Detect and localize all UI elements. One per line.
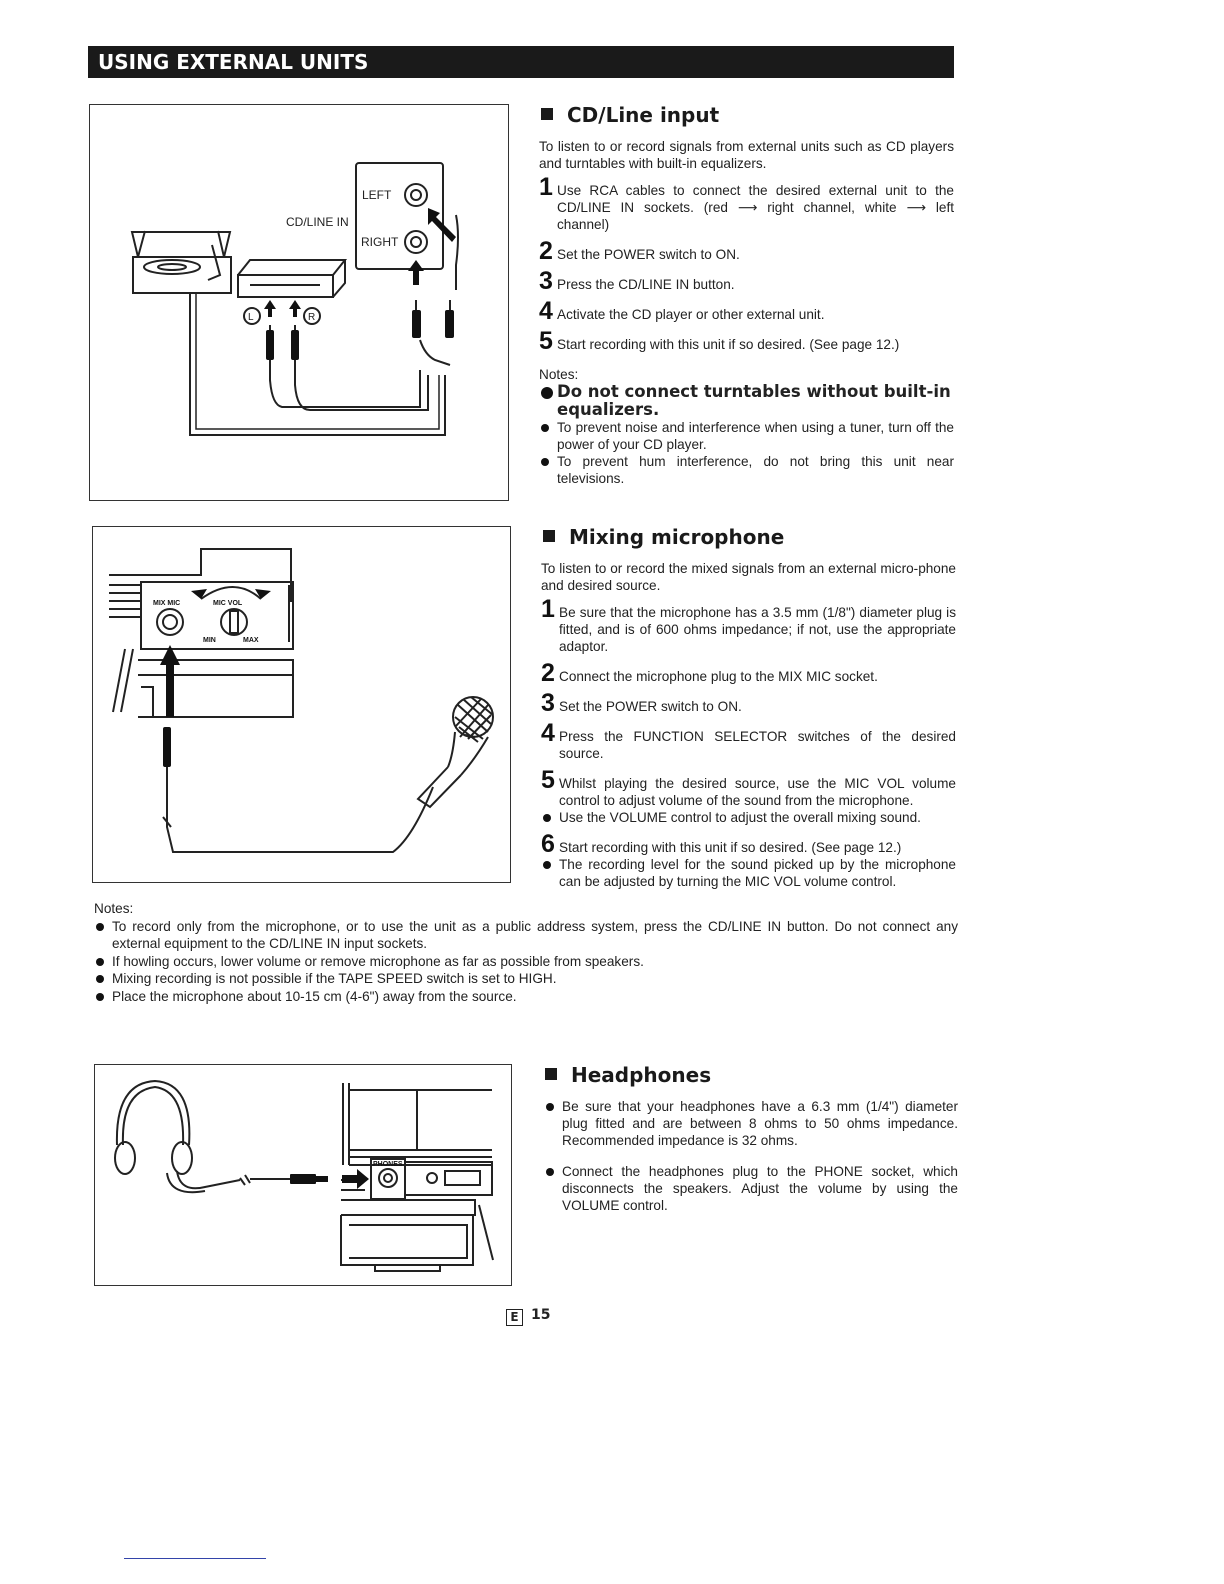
list-item: 6 Start recording with this unit if so desired. (See page 12.)	[541, 830, 902, 858]
list-item: Place the microphone about 10-15 cm (4-6") away from the source.	[94, 988, 958, 1006]
phones-label: PHONES	[373, 1161, 403, 1168]
left-earcup	[115, 1142, 135, 1174]
general-notes-label: Notes:	[94, 901, 134, 916]
cdline-in-label: CD/LINE IN	[286, 215, 349, 229]
min-label: MIN	[203, 637, 216, 644]
mixing-mic-figure	[92, 526, 511, 883]
cd-line-notes-label: Notes:	[539, 367, 579, 382]
general-notes	[94, 900, 958, 1005]
list-item: Use the VOLUME control to adjust the overall mixing sound.	[541, 809, 956, 826]
list-item: 3 Set the POWER switch to ON.	[541, 689, 742, 717]
cd-line-body	[539, 138, 954, 487]
list-item: 1 Use RCA cables to connect the desired external unit to the CD/LINE IN sockets. (red ⟶ right channel, white ⟶ left channel)	[539, 173, 954, 232]
panel-body	[141, 582, 293, 649]
list-item: 4 Activate the CD player or other external unit.	[539, 297, 825, 325]
mic-vol-knob	[221, 609, 247, 635]
list-item: To record only from the microphone, or to use the unit as a public address system, press the CD/LINE IN button. Do not connect any external equipment to the CD/LINE IN input sockets.	[94, 918, 958, 953]
list-item: The recording level for the sound picked up by the microphone can be adjusted by turning the MIC VOL volume control.	[541, 856, 956, 890]
turntable-warning: Do not connect turntables without built-in equalizers.	[539, 383, 954, 419]
list-item: 5 Start recording with this unit if so desired. (See page 12.)	[539, 327, 900, 355]
mic-vol-label: MIC VOL	[213, 600, 243, 607]
headphones-figure	[94, 1064, 512, 1286]
footer-divider	[124, 1558, 266, 1559]
list-item: 2 Set the POWER switch to ON.	[539, 237, 740, 265]
left-socket-label: LEFT	[362, 188, 392, 202]
cd-line-title: CD/Line input	[541, 103, 719, 127]
headphones-illustration	[95, 1065, 510, 1284]
page-footer	[506, 1307, 550, 1326]
mixing-mic-illustration	[93, 527, 509, 881]
r-channel-label: R	[308, 312, 316, 323]
list-item: 3 Press the CD/LINE IN button.	[539, 267, 735, 295]
cd-line-intro: To listen to or record signals from external units such as CD players and turntables with built-in equalizers.	[539, 139, 954, 171]
list-item: Mixing recording is not possible if the TAPE SPEED switch is set to HIGH.	[94, 970, 958, 988]
right-earcup	[172, 1142, 192, 1174]
list-item: If howling occurs, lower volume or remove microphone as far as possible from speakers.	[94, 953, 958, 971]
mix-mic-socket-outer	[157, 609, 183, 635]
list-item: Be sure that your headphones have a 6.3 mm (1/4") diameter plug fitted and are between 8 ohms to 50 ohms impedance. Recommended impedance is 32 ohms.	[544, 1098, 958, 1149]
cd-line-figure	[89, 104, 509, 501]
headphones-body	[544, 1098, 958, 1214]
square-bullet-icon	[543, 530, 555, 542]
phones-socket	[379, 1169, 397, 1187]
list-item: 5 Whilst playing the desired source, use the MIC VOL volume control to adjust volume of the sound from the microphone.	[541, 766, 956, 808]
list-item: 2 Connect the microphone plug to the MIX MIC socket.	[541, 659, 878, 687]
list-item: Connect the headphones plug to the PHONE socket, which disconnects the speakers. Adjust the volume by using the VOLUME control.	[544, 1163, 958, 1214]
max-label: MAX	[243, 637, 259, 644]
right-socket-label: RIGHT	[361, 235, 399, 249]
headband	[117, 1081, 189, 1145]
l-channel-label: L	[248, 312, 254, 323]
section-header-bar	[88, 46, 954, 78]
mixing-mic-body	[541, 560, 956, 890]
mixing-mic-title: Mixing microphone	[543, 525, 784, 549]
list-item: 1 Be sure that the microphone has a 3.5 mm (1/8") diameter plug is fitted, and is of 600 ohms impedance; if not, use the appropriate adaptor.	[541, 595, 956, 654]
section-header-title: USING EXTERNAL UNITS	[98, 50, 369, 74]
mix-mic-label: MIX MIC	[153, 600, 181, 607]
language-box: E	[506, 1309, 523, 1326]
mixing-intro: To listen to or record the mixed signals from an external micro-phone and desired source.	[541, 561, 956, 593]
page-number: 15	[531, 1307, 551, 1323]
square-bullet-icon	[541, 108, 553, 120]
microphone-handle	[418, 767, 461, 807]
list-item: To prevent hum interference, do not bring this unit near televisions.	[539, 453, 954, 487]
headphones-title: Headphones	[545, 1063, 711, 1087]
list-item: 4 Press the FUNCTION SELECTOR switches of the desired source.	[541, 719, 956, 761]
turntable-lid	[132, 232, 230, 257]
cd-line-illustration	[90, 105, 507, 499]
square-bullet-icon	[545, 1068, 557, 1080]
list-item: To prevent noise and interference when using a tuner, turn off the power of your CD player.	[539, 419, 954, 453]
